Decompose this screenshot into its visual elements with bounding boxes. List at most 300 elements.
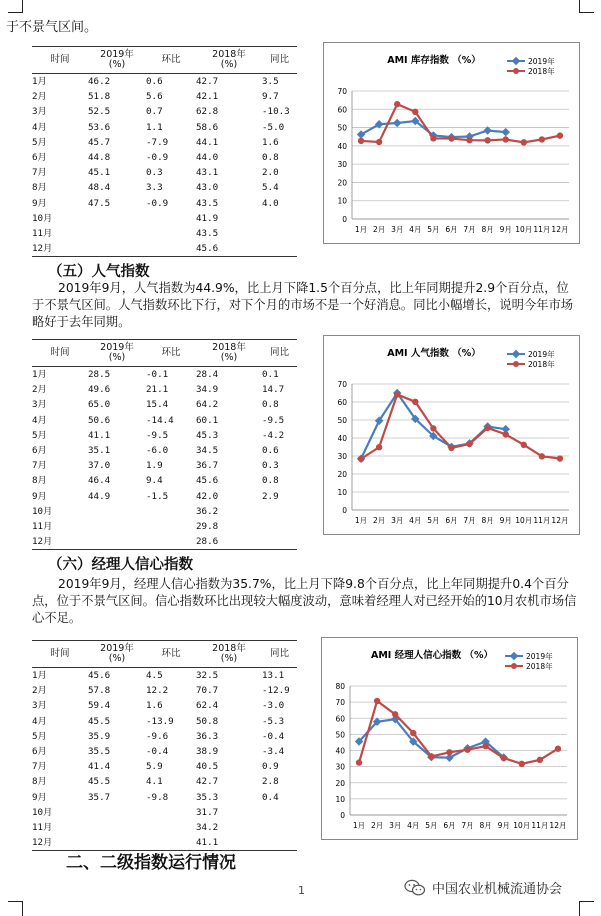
- table-cell: 51.8: [88, 91, 111, 103]
- data-point: [430, 425, 436, 431]
- inventory-index-chart: [323, 42, 580, 244]
- table-cell: 53.6: [88, 121, 111, 133]
- table-cell: 42.0: [196, 490, 219, 502]
- table-header-row: [32, 641, 297, 668]
- chart-title: AMI 库存指数 （%）: [387, 55, 481, 66]
- table-cell: 45.6: [88, 670, 111, 681]
- y-tick-label: 20: [335, 778, 345, 788]
- table-cell: 4月: [32, 715, 47, 727]
- x-tick-label: 9月: [499, 225, 512, 234]
- legend-marker: [513, 68, 519, 74]
- table-cell: 42.7: [196, 76, 219, 87]
- table-cell: [146, 211, 196, 226]
- data-point: [539, 453, 545, 459]
- table-cell: 48.4: [88, 182, 111, 194]
- table-cell: 4月: [32, 121, 47, 133]
- x-tick-label: 2月: [372, 225, 386, 234]
- data-point: [358, 456, 364, 462]
- table-row: [32, 211, 297, 226]
- inventory-index-table: [32, 46, 297, 257]
- table-row: [32, 534, 297, 550]
- section-5-paragraph: 2019年9月，人气指数为44.9%，比上月下降1.5个百分点，比上年同期提升2.9个百分点，位于不景气区间。人气指数环比下行，对下个月的市场不是一个好消息。同比小幅增长，说明今年市场略好于去年同期。: [32, 281, 574, 329]
- table-cell: 5月: [32, 429, 47, 441]
- table-row: [32, 135, 297, 150]
- table-row: [32, 74, 297, 90]
- table-cell: [88, 241, 146, 257]
- table-cell: -7.9: [146, 136, 169, 148]
- table-cell: 36.7: [196, 460, 219, 472]
- table-cell: 3月: [32, 106, 47, 118]
- table-cell: 41.9: [196, 212, 219, 224]
- table-cell: 45.7: [88, 136, 111, 148]
- x-tick-label: 9月: [497, 821, 510, 830]
- column-header: 时间: [32, 641, 88, 668]
- table-cell: 1.6: [262, 136, 279, 148]
- y-tick-label: 30: [337, 452, 347, 461]
- table-cell: [88, 504, 146, 519]
- table-cell: 8月: [32, 182, 47, 194]
- column-header: 同比: [262, 340, 297, 367]
- table-row: [32, 698, 297, 713]
- table-cell: 44.8: [88, 152, 111, 164]
- x-tick-label: 1月: [354, 225, 368, 234]
- data-point: [555, 746, 561, 752]
- data-point: [537, 757, 543, 763]
- table-row: [32, 473, 297, 488]
- data-point: [503, 431, 509, 437]
- data-point: [412, 109, 418, 115]
- data-point: [393, 119, 401, 127]
- table-cell: 37.0: [88, 460, 111, 472]
- y-tick-label: 10: [337, 488, 347, 497]
- crop-mark-bottom-left: [8, 901, 23, 916]
- table-cell: 2月: [32, 685, 47, 697]
- column-header: 同比: [262, 47, 297, 74]
- chart-title: AMI 人气指数 （%）: [387, 348, 481, 359]
- table-cell: -9.8: [146, 791, 169, 803]
- x-tick-label: 2月: [370, 821, 384, 830]
- table-cell: 0.8: [262, 152, 279, 164]
- data-point: [376, 139, 382, 145]
- data-point: [484, 425, 490, 431]
- data-point: [448, 135, 454, 141]
- table-cell: 0.9: [262, 761, 279, 773]
- legend-marker: [511, 663, 517, 669]
- table-row: [32, 241, 297, 257]
- table-row: [32, 790, 297, 805]
- table-cell: 9月: [32, 791, 47, 803]
- table-cell: 36.2: [196, 505, 219, 517]
- popularity-index-table: [32, 339, 297, 550]
- x-tick-label: 8月: [481, 516, 494, 525]
- table-cell: 11月: [32, 228, 53, 240]
- table-cell: 7月: [32, 460, 47, 472]
- table-cell: 38.9: [196, 746, 219, 758]
- table-cell: 45.3: [196, 429, 219, 441]
- data-point: [539, 136, 545, 142]
- table-row: [32, 196, 297, 211]
- table-cell: 47.5: [88, 197, 111, 209]
- x-tick-label: 11月: [531, 821, 549, 830]
- y-tick-label: 30: [335, 762, 345, 772]
- table-cell: [146, 805, 196, 820]
- table-row: [32, 774, 297, 789]
- table-cell: 3.3: [146, 182, 163, 194]
- table-cell: 31.7: [196, 806, 219, 818]
- y-tick-label: 10: [337, 196, 347, 206]
- y-tick-label: 40: [335, 746, 345, 756]
- table-cell: [88, 226, 146, 241]
- column-header: 同比: [262, 641, 297, 668]
- popularity-index-chart: [323, 335, 580, 535]
- table-cell: 34.9: [196, 384, 219, 396]
- table-cell: 43.5: [196, 228, 219, 240]
- y-tick-label: 60: [337, 398, 347, 407]
- table-row: [32, 104, 297, 119]
- table-header-row: [32, 47, 297, 74]
- x-tick-label: 10月: [515, 225, 533, 234]
- x-tick-label: 7月: [463, 225, 476, 234]
- table-cell: 5.6: [146, 91, 163, 103]
- table-cell: 60.1: [196, 414, 219, 426]
- x-tick-label: 11月: [533, 516, 551, 525]
- table-cell: [262, 226, 297, 241]
- data-point: [521, 139, 527, 145]
- data-point: [446, 749, 452, 755]
- table-cell: 4.0: [262, 197, 279, 209]
- table-cell: 11月: [32, 822, 53, 834]
- legend-marker: [510, 652, 518, 660]
- table-cell: [146, 519, 196, 534]
- table-cell: 43.5: [196, 197, 219, 209]
- table-cell: -9.6: [146, 730, 169, 742]
- x-tick-label: 3月: [391, 225, 404, 234]
- data-point: [501, 128, 509, 136]
- table-cell: -5.3: [262, 715, 285, 727]
- x-tick-label: 7月: [461, 821, 474, 830]
- legend-label: 2019年: [528, 350, 555, 359]
- table-cell: 6月: [32, 152, 47, 164]
- section-5-title: （五）人气指数: [48, 264, 150, 280]
- crop-mark-top-left: [8, 0, 23, 13]
- table-cell: 12月: [32, 241, 88, 257]
- x-tick-label: 6月: [445, 516, 458, 525]
- table-cell: 28.5: [88, 369, 111, 380]
- table-cell: 2.0: [262, 167, 279, 179]
- column-header: 环比: [146, 641, 196, 668]
- table-cell: 4.5: [146, 670, 163, 681]
- legend-label: 2018年: [526, 662, 553, 671]
- table-cell: 0.7: [146, 106, 163, 118]
- table-cell: 1月: [32, 369, 47, 380]
- table-row: [32, 729, 297, 744]
- table-cell: -0.1: [146, 369, 169, 380]
- y-tick-label: 40: [337, 434, 347, 443]
- x-tick-label: 1月: [354, 516, 368, 525]
- table-row: [32, 226, 297, 241]
- table-cell: [88, 534, 146, 550]
- table-cell: 4.1: [146, 776, 163, 788]
- y-tick-label: 0: [340, 811, 345, 820]
- table-row: [32, 165, 297, 180]
- x-tick-label: 4月: [407, 821, 420, 830]
- table-row: [32, 382, 297, 397]
- column-header: 2019年 (%): [88, 47, 146, 74]
- table-row: [32, 428, 297, 443]
- table-cell: 11月: [32, 521, 53, 533]
- table-row: [32, 504, 297, 519]
- page-number: 1: [298, 884, 305, 897]
- x-tick-label: 11月: [533, 225, 551, 234]
- table-cell: 43.0: [196, 182, 219, 194]
- x-tick-label: 2月: [372, 516, 386, 525]
- x-tick-label: 5月: [427, 225, 440, 234]
- table-cell: 6月: [32, 445, 47, 457]
- table-cell: [262, 241, 297, 257]
- legend-label: 2018年: [528, 67, 555, 76]
- table-row: [32, 397, 297, 412]
- table-cell: -0.4: [146, 746, 169, 758]
- table-row: [32, 668, 297, 684]
- table-row: [32, 443, 297, 458]
- table-cell: [146, 534, 196, 550]
- table-cell: 42.1: [196, 91, 219, 103]
- table-row: [32, 683, 297, 698]
- series-line-2019年: [359, 719, 504, 758]
- table-cell: [88, 805, 146, 820]
- table-row: [32, 120, 297, 135]
- table-cell: 62.8: [196, 106, 219, 118]
- table-cell: -9.5: [262, 414, 285, 426]
- table-cell: 9月: [32, 490, 47, 502]
- legend-marker: [512, 57, 520, 65]
- table-cell: 70.7: [196, 685, 219, 697]
- table-cell: 46.2: [88, 76, 111, 87]
- table-cell: 36.3: [196, 730, 219, 742]
- table-cell: 12.2: [146, 685, 169, 697]
- data-point: [519, 761, 525, 767]
- table-cell: 0.3: [146, 167, 163, 179]
- intro-text: 于不景气区间。: [6, 20, 98, 35]
- data-point: [428, 753, 434, 759]
- data-point: [557, 132, 563, 138]
- manager-confidence-chart: [321, 637, 578, 840]
- x-tick-label: 5月: [427, 516, 440, 525]
- x-tick-label: 4月: [409, 225, 422, 234]
- table-cell: 2.9: [262, 490, 279, 502]
- table-cell: 29.8: [196, 521, 219, 533]
- section-6-title: （六）经理人信心指数: [48, 557, 193, 573]
- y-tick-label: 30: [337, 160, 347, 170]
- x-tick-label: 8月: [481, 225, 494, 234]
- table-header-row: [32, 340, 297, 367]
- data-point: [394, 391, 400, 397]
- table-cell: 12月: [32, 534, 88, 550]
- table-cell: 13.1: [262, 670, 285, 681]
- table-row: [32, 413, 297, 428]
- wechat-icon: [404, 879, 426, 897]
- table-cell: 35.3: [196, 791, 219, 803]
- column-header: 2018年 (%): [196, 47, 262, 74]
- table-cell: 1月: [32, 670, 47, 681]
- table-cell: [146, 226, 196, 241]
- table-cell: 46.4: [88, 475, 111, 487]
- table-cell: 43.1: [196, 167, 219, 179]
- table-cell: 57.8: [88, 685, 111, 697]
- table-cell: 15.4: [146, 399, 169, 411]
- table-cell: 41.4: [88, 761, 111, 773]
- table-cell: [262, 519, 297, 534]
- table-cell: [262, 211, 297, 226]
- table-cell: 44.0: [196, 152, 219, 164]
- table-row: [32, 489, 297, 504]
- x-tick-label: 3月: [391, 516, 404, 525]
- table-cell: 3月: [32, 700, 47, 712]
- table-cell: 0.4: [262, 791, 279, 803]
- data-point: [484, 137, 490, 143]
- data-point: [466, 441, 472, 447]
- table-cell: 0.6: [146, 76, 163, 87]
- x-tick-label: 6月: [445, 225, 458, 234]
- legend-marker: [512, 350, 520, 358]
- table-cell: 5月: [32, 136, 47, 148]
- table-cell: [262, 820, 297, 835]
- table-cell: 7月: [32, 761, 47, 773]
- y-tick-label: 50: [337, 416, 347, 425]
- x-tick-label: 10月: [513, 821, 531, 830]
- table-cell: 3月: [32, 399, 47, 411]
- x-tick-label: 4月: [409, 516, 422, 525]
- table-cell: 44.1: [196, 136, 219, 148]
- data-point: [448, 445, 454, 451]
- y-tick-label: 40: [337, 141, 347, 151]
- column-header: 环比: [146, 47, 196, 74]
- table-cell: 5.9: [146, 761, 163, 773]
- data-point: [392, 711, 398, 717]
- legend-label: 2019年: [526, 652, 553, 661]
- data-point: [410, 730, 416, 736]
- table-cell: 35.5: [88, 746, 111, 758]
- table-cell: 52.5: [88, 106, 111, 118]
- crop-mark-top-right: [579, 0, 594, 13]
- table-cell: -9.5: [146, 429, 169, 441]
- table-cell: 9.7: [262, 91, 279, 103]
- table-cell: 35.7: [88, 791, 111, 803]
- y-tick-label: 70: [337, 380, 347, 389]
- table-cell: 35.9: [88, 730, 111, 742]
- table-cell: 28.6: [196, 534, 262, 550]
- table-cell: -0.9: [146, 197, 169, 209]
- table-cell: 10月: [32, 505, 53, 517]
- table-cell: 2.8: [262, 776, 279, 788]
- table-cell: 0.3: [262, 460, 279, 472]
- table-cell: 3.5: [262, 76, 279, 87]
- table-cell: 5.4: [262, 182, 279, 194]
- table-row: [32, 89, 297, 104]
- table-cell: -13.9: [146, 715, 174, 727]
- x-tick-label: 12月: [551, 516, 569, 525]
- section-6-paragraph: 2019年9月，经理人信心指数为35.7%，比上月下降9.8个百分点，比上年同期提升0.4个百分点，位于不景气区间。信心指数环比出现较大幅度波动，意味着经理人对已经开始的10月农机市场信心不足。: [32, 577, 577, 625]
- data-point: [356, 759, 362, 765]
- data-point: [394, 101, 400, 107]
- y-tick-label: 0: [342, 506, 347, 515]
- legend-label: 2018年: [528, 360, 555, 369]
- table-cell: -1.5: [146, 490, 169, 502]
- table-cell: [262, 534, 297, 550]
- table-row: [32, 150, 297, 165]
- data-point: [557, 455, 563, 461]
- y-tick-label: 50: [335, 730, 345, 740]
- data-point: [521, 442, 527, 448]
- table-cell: 14.7: [262, 384, 285, 396]
- manager-confidence-table: [32, 640, 297, 851]
- y-tick-label: 60: [337, 105, 347, 115]
- table-cell: [146, 820, 196, 835]
- table-cell: 45.6: [196, 475, 219, 487]
- x-tick-label: 8月: [479, 821, 492, 830]
- column-header: 2019年 (%): [88, 641, 146, 668]
- y-tick-label: 20: [337, 470, 347, 479]
- data-point: [503, 136, 509, 142]
- table-cell: 12月: [32, 835, 88, 851]
- y-tick-label: 70: [337, 87, 347, 96]
- table-cell: -0.9: [146, 152, 169, 164]
- table-cell: 35.1: [88, 445, 111, 457]
- x-tick-label: 7月: [463, 516, 476, 525]
- table-cell: 34.5: [196, 445, 219, 457]
- table-cell: 45.6: [196, 241, 262, 257]
- column-header: 2018年 (%): [196, 340, 262, 367]
- table-cell: 49.6: [88, 384, 111, 396]
- table-cell: 10月: [32, 212, 53, 224]
- table-cell: -4.2: [262, 429, 285, 441]
- data-point: [464, 746, 470, 752]
- x-tick-label: 12月: [549, 821, 567, 830]
- y-tick-label: 20: [337, 178, 347, 188]
- table-cell: [88, 820, 146, 835]
- table-cell: 45.1: [88, 167, 111, 179]
- table-cell: -10.3: [262, 106, 290, 118]
- x-tick-label: 6月: [443, 821, 456, 830]
- table-cell: -3.0: [262, 700, 285, 712]
- column-header: 2019年 (%): [88, 340, 146, 367]
- table-cell: 1月: [32, 76, 47, 87]
- watermark: [404, 878, 562, 897]
- table-cell: 0.1: [262, 369, 279, 380]
- table-cell: 1.9: [146, 460, 163, 472]
- table-cell: 0.8: [262, 399, 279, 411]
- table-cell: 21.1: [146, 384, 169, 396]
- table-cell: -14.4: [146, 414, 174, 426]
- x-tick-label: 9月: [499, 516, 512, 525]
- y-tick-label: 10: [335, 794, 345, 804]
- data-point: [430, 135, 436, 141]
- table-cell: 9.4: [146, 475, 163, 487]
- table-cell: 6月: [32, 746, 47, 758]
- table-row: [32, 805, 297, 820]
- table-cell: 8月: [32, 475, 47, 487]
- data-point: [482, 743, 488, 749]
- table-cell: -6.0: [146, 445, 169, 457]
- table-row: [32, 714, 297, 729]
- data-point: [501, 755, 507, 761]
- x-tick-label: 3月: [389, 821, 402, 830]
- table-cell: 34.2: [196, 822, 219, 834]
- table-cell: 9月: [32, 197, 47, 209]
- y-tick-label: 80: [335, 682, 345, 691]
- column-header: 时间: [32, 47, 88, 74]
- table-cell: 58.6: [196, 121, 219, 133]
